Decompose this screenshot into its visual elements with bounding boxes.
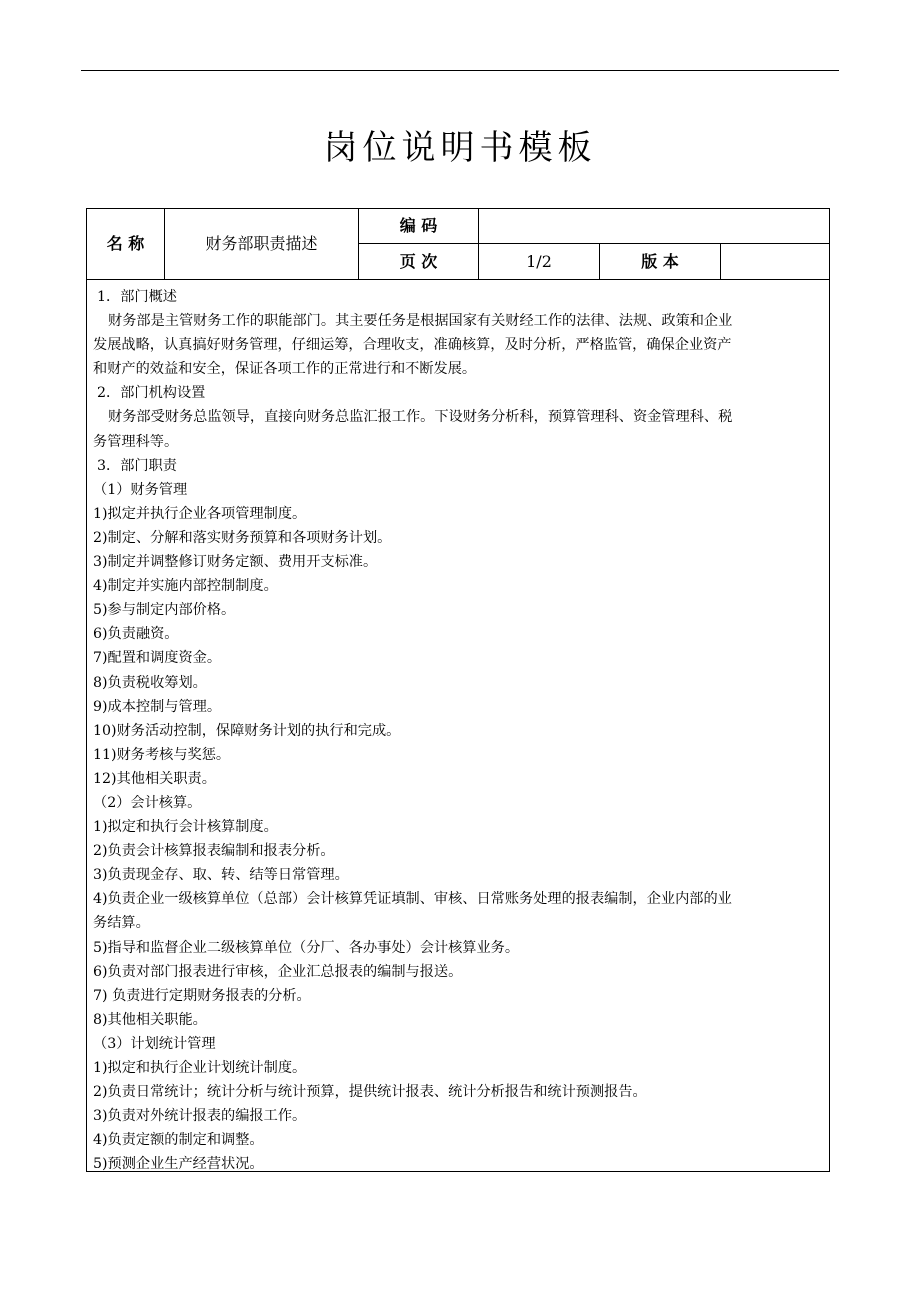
section-heading: 1．部门概述 — [97, 289, 177, 305]
list-item: 4)负责企业一级核算单位（总部）会计核算凭证填制、审核、日常账务处理的报表编制，企业内部的业 — [93, 891, 732, 908]
list-item: 1)拟定和执行企业计划统计制度。 — [93, 1060, 307, 1076]
header-rule — [81, 70, 839, 71]
responsibilities-body — [93, 285, 829, 1176]
list-item: 务结算。 — [93, 915, 150, 932]
subsection-heading: （2）会计核算。 — [93, 794, 202, 811]
section-heading: 2．部门机构设置 — [97, 385, 206, 402]
list-item: 9)成本控制与管理。 — [93, 698, 222, 715]
list-item: 7) 负责进行定期财务报表的分析。 — [93, 987, 311, 1004]
list-item: 2)负责日常统计；统计分析与统计预算，提供统计报表、统计分析报告和统计预测报告。 — [93, 1084, 647, 1101]
list-item: 1)拟定和执行会计核算制度。 — [93, 819, 278, 836]
paragraph-line: 财务部是主管财务工作的职能部门。其主要任务是根据国家有关财经工作的法律、法规、政策和企业 — [108, 313, 733, 330]
page-label: 页 次 — [399, 251, 438, 271]
list-item: 11)财务考核与奖惩。 — [93, 746, 231, 763]
list-item: 2)制定、分解和落实财务预算和各项财务计划。 — [93, 529, 392, 546]
job-description-form — [86, 208, 830, 1172]
page-value: 1/2 — [526, 251, 552, 271]
list-item: 6)负责融资。 — [93, 626, 179, 643]
list-item: 2)负责会计核算报表编制和报表分析。 — [93, 843, 335, 860]
subsection-heading: （1）财务管理 — [93, 481, 188, 498]
list-item: 4)制定并实施内部控制制度。 — [93, 578, 278, 595]
list-item: 4)负责定额的制定和调整。 — [93, 1132, 264, 1149]
version-label: 版 本 — [641, 251, 679, 271]
list-item: 5)预测企业生产经营状况。 — [93, 1156, 264, 1173]
list-item: 5)参与制定内部价格。 — [93, 602, 236, 619]
paragraph-line: 财务部受财务总监领导，直接向财务总监汇报工作。下设财务分析科，预算管理科、资金管理科、税 — [108, 409, 733, 426]
list-item: 7)配置和调度资金。 — [93, 650, 222, 667]
section-heading: 3．部门职责 — [97, 457, 177, 474]
header-bottom-divider — [87, 279, 829, 280]
list-item: 8)其他相关职能。 — [93, 1011, 207, 1028]
version-value — [721, 244, 829, 279]
list-item: 6)负责对部门报表进行审核，企业汇总报表的编制与报送。 — [93, 963, 463, 980]
paragraph-line: 和财产的效益和安全，保证各项工作的正常进行和不断发展。 — [93, 361, 477, 378]
code-value — [479, 209, 829, 243]
list-item: 12)其他相关职责。 — [93, 770, 216, 787]
subsection-heading: （3）计划统计管理 — [93, 1035, 216, 1052]
list-item: 10)财务活动控制，保障财务计划的执行和完成。 — [93, 722, 401, 739]
paragraph-line: 发展战略，认真搞好财务管理，仔细运筹，合理收支，准确核算，及时分析，严格监管，确保企业资产 — [93, 337, 732, 354]
document-title: 岗位说明书模板 — [323, 128, 597, 168]
name-label: 名 称 — [106, 234, 145, 253]
list-item: 3)负责对外统计报表的编报工作。 — [93, 1108, 307, 1125]
list-item: 8)负责税收筹划。 — [93, 674, 207, 691]
list-item: 1)拟定并执行企业各项管理制度。 — [93, 505, 307, 522]
list-item: 5)指导和监督企业二级核算单位（分厂、各办事处）会计核算业务。 — [93, 939, 520, 956]
list-item: 3)负责现金存、取、转、结等日常管理。 — [93, 867, 349, 884]
code-label: 编 码 — [399, 216, 438, 235]
list-item: 3)制定并调整修订财务定额、费用开支标准。 — [93, 554, 378, 571]
name-value: 财务部职责描述 — [205, 234, 318, 253]
paragraph-line: 务管理科等。 — [93, 433, 179, 450]
